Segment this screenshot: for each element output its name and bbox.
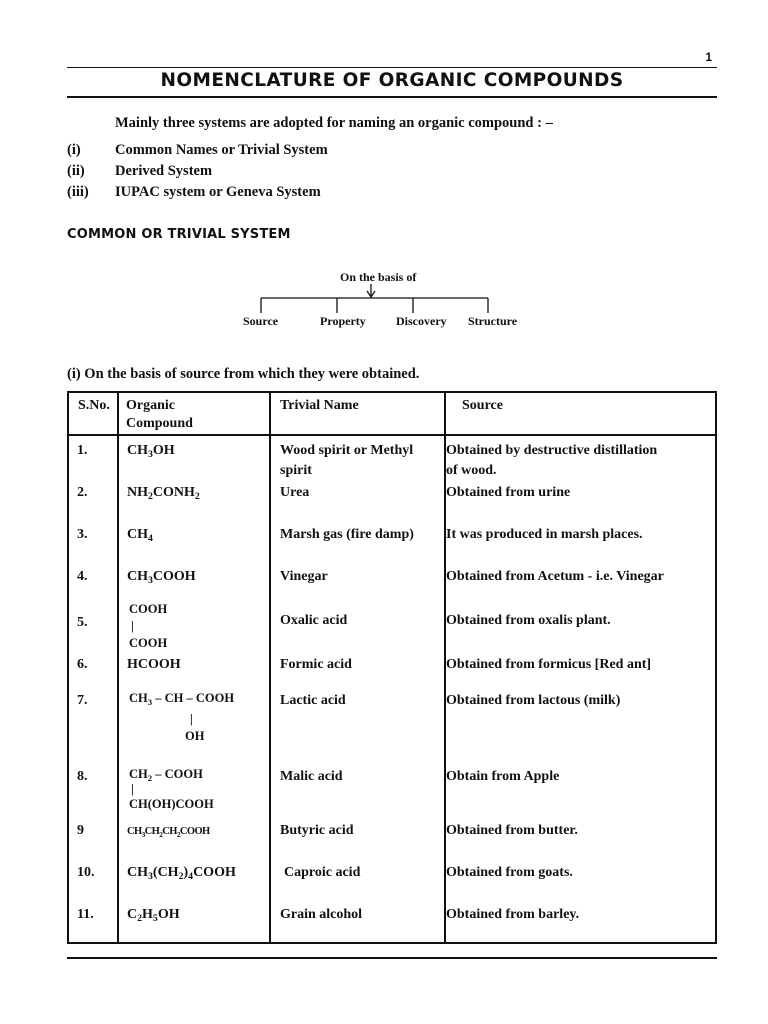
compounds-table xyxy=(67,391,717,944)
formula-part: NH xyxy=(127,485,148,500)
row-sno: 1. xyxy=(77,443,88,458)
row-formula: HCOOH xyxy=(127,657,181,672)
formula-part: CH(OH)COOH xyxy=(129,797,214,811)
row-trivial-name: Lactic acid xyxy=(280,693,346,708)
formula-bond: | xyxy=(131,619,134,633)
row-trivial-name: Butyric acid xyxy=(280,823,354,838)
system-text: IUPAC system or Geneva System xyxy=(115,184,321,200)
formula-subscript: 2 xyxy=(148,491,153,502)
formula-part: CH xyxy=(127,527,148,542)
row-formula xyxy=(129,767,214,812)
formula-part: CH xyxy=(127,826,142,837)
formula-subscript: 3 xyxy=(148,449,153,460)
formula-part: CH xyxy=(127,569,148,584)
formula-part: COOH xyxy=(179,826,210,837)
formula-subscript: 3 xyxy=(147,697,153,707)
formula-subscript: 2 xyxy=(159,830,163,839)
system-text: Common Names or Trivial System xyxy=(115,142,328,158)
diagram-branch-property: Property xyxy=(320,314,366,328)
source-line: Obtained by destructive distillation xyxy=(446,443,658,458)
row-trivial-name: Oxalic acid xyxy=(280,613,348,628)
row-source: Obtain from Apple xyxy=(446,769,560,784)
header-compound xyxy=(126,397,193,433)
formula-part: COOH xyxy=(193,865,236,880)
row-sno: 9 xyxy=(77,823,84,838)
page-title: NOMENCLATURE OF ORGANIC COMPOUNDS xyxy=(160,70,624,91)
row-source: Obtained from formicus [Red ant] xyxy=(446,657,652,672)
formula-subscript: 2 xyxy=(137,913,143,924)
row-source: Obtained from butter. xyxy=(446,823,578,838)
row-sno: 10. xyxy=(77,865,95,880)
header-compound-line1: Organic xyxy=(126,398,175,413)
formula-bond: | xyxy=(131,782,134,796)
formula-subscript: 3 xyxy=(148,575,153,586)
row-source: Obtained from oxalis plant. xyxy=(446,613,611,628)
row-sno: 2. xyxy=(77,485,88,500)
row-source: Obtained from Acetum - i.e. Vinegar xyxy=(446,569,664,584)
formula-part: CH xyxy=(129,691,148,705)
formula-subscript: 3 xyxy=(148,871,153,882)
row-sno: 8. xyxy=(77,769,88,784)
subheading: (i) On the basis of source from which they were obtained. xyxy=(67,366,420,382)
formula-subscript: 2 xyxy=(176,830,180,839)
row-source: Obtained from goats. xyxy=(446,865,573,880)
name-line: Wood spirit or Methyl xyxy=(280,443,414,458)
formula-part: ) xyxy=(183,865,189,880)
row-sno: 6. xyxy=(77,657,88,672)
row-source: It was produced in marsh places. xyxy=(446,527,643,542)
row-sno: 4. xyxy=(77,569,88,584)
row-trivial-name: Urea xyxy=(280,485,310,500)
row-trivial-name: Grain alcohol xyxy=(280,907,363,922)
formula-part: COOH xyxy=(129,602,168,616)
header-trivial-name: Trivial Name xyxy=(280,398,359,413)
row-trivial-name: Marsh gas (fire damp) xyxy=(280,527,414,542)
formula-bond: | xyxy=(190,712,193,726)
formula-part: CH xyxy=(127,865,148,880)
section-heading: COMMON OR TRIVIAL SYSTEM xyxy=(67,227,291,242)
header-source: Source xyxy=(462,398,503,413)
diagram-root-label: On the basis of xyxy=(340,270,417,284)
row-formula xyxy=(127,567,196,587)
row-formula xyxy=(129,690,234,745)
formula-part: CH xyxy=(129,767,148,781)
row-formula xyxy=(127,905,180,925)
header-sno: S.No. xyxy=(78,398,110,413)
row-trivial-name: Caproic acid xyxy=(284,865,361,880)
diagram-branch-discovery: Discovery xyxy=(396,314,447,328)
row-trivial-name xyxy=(280,441,413,481)
row-sno: 5. xyxy=(77,615,88,630)
formula-part: CONH xyxy=(152,485,195,500)
name-line: spirit xyxy=(280,463,312,478)
formula-part: – CH – COOH xyxy=(152,691,235,705)
formula-part: CH xyxy=(127,443,148,458)
source-line: of wood. xyxy=(446,463,497,478)
formula-subscript: 3 xyxy=(141,830,145,839)
formula-part: OH xyxy=(152,443,175,458)
row-formula xyxy=(127,483,200,503)
formula-subscript: 4 xyxy=(148,533,153,544)
formula-part: H xyxy=(142,907,153,922)
intro-text: Mainly three systems are adopted for naming an organic compound : – xyxy=(115,115,553,131)
formula-subscript: 4 xyxy=(188,871,194,882)
row-formula xyxy=(127,863,236,883)
row-sno: 11. xyxy=(77,907,94,922)
row-source xyxy=(446,441,657,481)
system-text: Derived System xyxy=(115,163,213,179)
header-divider xyxy=(69,434,715,436)
row-formula xyxy=(127,441,175,461)
formula-part: (CH xyxy=(152,865,179,880)
formula-part: OH xyxy=(157,907,180,922)
formula-subscript: 5 xyxy=(152,913,158,924)
system-num: (ii) xyxy=(67,163,85,179)
formula-part: C xyxy=(127,907,138,922)
formula-part: CH xyxy=(162,826,177,837)
formula-subscript: 2 xyxy=(194,491,200,502)
row-sno: 3. xyxy=(77,527,88,542)
row-sno: 7. xyxy=(77,693,88,708)
row-source: Obtained from barley. xyxy=(446,907,580,922)
header-compound-line2: Compound xyxy=(126,416,193,431)
row-trivial-name: Malic acid xyxy=(280,769,343,784)
formula-part: COOH xyxy=(129,636,168,650)
row-source: Obtained from urine xyxy=(446,485,571,500)
system-num: (iii) xyxy=(67,184,89,200)
formula-part: COOH xyxy=(152,569,196,584)
formula-subscript: 2 xyxy=(178,871,184,882)
bottom-rule xyxy=(67,957,717,959)
diagram-branch-source: Source xyxy=(243,314,279,328)
page-number: 1 xyxy=(705,50,712,64)
row-trivial-name: Vinegar xyxy=(280,569,328,584)
formula-part: CH xyxy=(144,826,160,837)
row-formula xyxy=(127,525,153,545)
system-num: (i) xyxy=(67,142,81,158)
formula-part: – COOH xyxy=(152,767,203,781)
column-divider xyxy=(117,393,119,942)
column-divider xyxy=(269,393,271,942)
formula-part: OH xyxy=(185,729,205,743)
row-source: Obtained from lactous (milk) xyxy=(446,693,621,708)
row-formula xyxy=(129,601,167,652)
diagram-branch-structure: Structure xyxy=(468,314,518,328)
row-trivial-name: Formic acid xyxy=(280,657,352,672)
formula-subscript: 2 xyxy=(147,773,153,783)
row-formula xyxy=(127,822,210,842)
